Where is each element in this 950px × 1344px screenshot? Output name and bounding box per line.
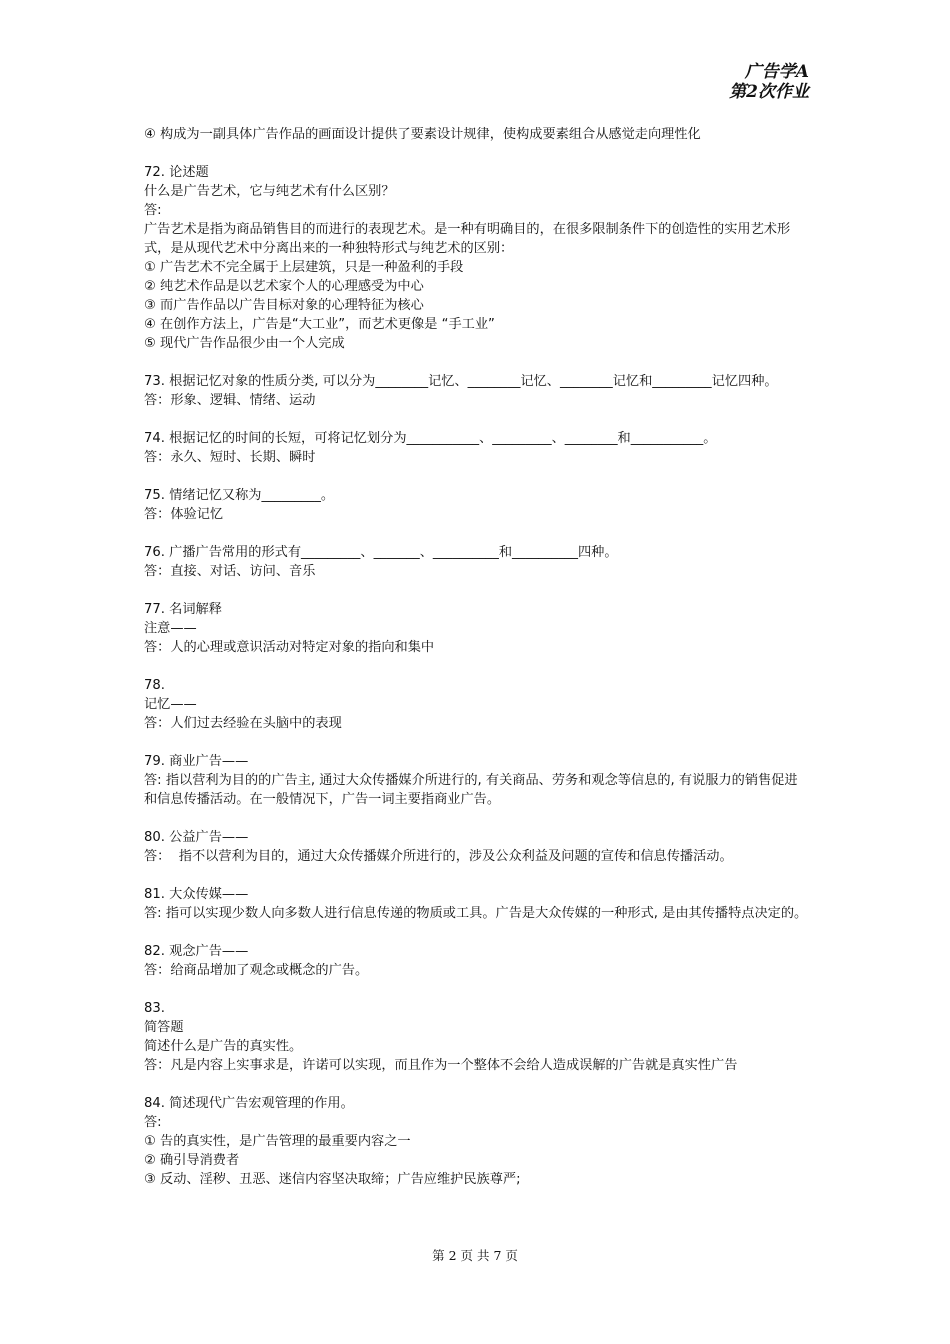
text-line: ① 告的真实性，是广告管理的最重要内容之一: [144, 1134, 411, 1149]
text-line: 答：人们过去经验在头脑中的表现: [144, 716, 342, 731]
header-course-title: 广告学A: [744, 62, 809, 82]
document-body: [144, 125, 810, 1189]
question-block: [144, 999, 810, 1075]
text-line: 80. 公益广告——: [144, 830, 249, 845]
text-line: 记忆——: [144, 697, 197, 712]
text-line: 79. 商业广告——: [144, 754, 249, 769]
text-line: 77. 名词解释: [144, 602, 222, 617]
text-line: 73. 根据记忆对象的性质分类, 可以分为________记忆、________记忆、________记忆和_________记忆四种。: [144, 374, 778, 389]
text-line: 76. 广播广告常用的形式有_________、_______、__________和__________四种。: [144, 545, 618, 560]
text-line: 简述什么是广告的真实性。: [144, 1039, 303, 1054]
text-line: 82. 观念广告——: [144, 944, 249, 959]
question-block: [144, 752, 810, 809]
question-block: [144, 676, 810, 733]
text-line: 什么是广告艺术，它与纯艺术有什么区别？: [144, 184, 395, 199]
text-line: ② 纯艺术作品是以艺术家个人的心理感受为中心: [144, 279, 424, 294]
text-line: 注意——: [144, 621, 197, 636]
text-line: 答：体验记忆: [144, 507, 224, 522]
text-line: 答:: [144, 1115, 162, 1130]
text-line: 78.: [144, 678, 165, 693]
text-line: ② 确引导消费者: [144, 1153, 240, 1168]
text-line: ④ 构成为一副具体广告作品的画面设计提供了要素设计规律，使构成要素组合从感觉走向理性化: [144, 127, 701, 142]
page-footer: 第 2 页 共 7 页: [432, 1248, 518, 1263]
text-line: 72. 论述题: [144, 165, 209, 180]
page-header: [729, 62, 809, 102]
text-line: 83.: [144, 1001, 165, 1016]
text-line: 简答题: [144, 1020, 184, 1035]
text-line: 答：凡是内容上实事求是，许诺可以实现，而且作为一个整体不会给人造成误解的广告就是真实性广告: [144, 1058, 738, 1073]
text-line: 75. 情绪记忆又称为_________。: [144, 488, 335, 503]
question-block: [144, 600, 810, 657]
question-block: [144, 942, 810, 980]
question-block: [144, 486, 810, 524]
text-line: 答：直接、对话、访问、音乐: [144, 564, 316, 579]
question-block: [144, 885, 810, 923]
text-line: ③ 反动、淫秽、丑恶、迷信内容坚决取缔；广告应维护民族尊严;: [144, 1172, 521, 1187]
question-block: [144, 429, 810, 467]
text-line: 广告艺术是指为商品销售目的而进行的表现艺术。是一种有明确目的，在很多限制条件下的创造性的实用艺术形式，是从现代艺术中分离出来的一种独特形式与纯艺术的区别：: [144, 222, 791, 256]
text-line: 答：永久、短时、长期、瞬时: [144, 450, 316, 465]
text-line: 答:: [144, 203, 162, 218]
question-block: [144, 543, 810, 581]
text-line: 81. 大众传媒——: [144, 887, 249, 902]
header-assignment-title: 第2次作业: [729, 82, 809, 102]
question-block: [144, 1094, 810, 1189]
text-line: ④ 在创作方法上，广告是“大工业”，而艺术更像是 “手工业”: [144, 317, 495, 332]
text-line: 84. 简述现代广告宏观管理的作用。: [144, 1096, 354, 1111]
question-block: [144, 125, 810, 144]
text-line: 答: 指以营利为目的的广告主, 通过大众传播媒介所进行的, 有关商品、劳务和观念等信息的, 有说服力的销售促进和信息传播活动。在一般情况下，广告一词主要指商业广告。: [144, 773, 798, 807]
question-block: [144, 372, 810, 410]
question-block: [144, 828, 810, 866]
text-line: ⑤ 现代广告作品很少由一个人完成: [144, 336, 345, 351]
question-block: [144, 163, 810, 353]
text-line: 答：给商品增加了观念或概念的广告。: [144, 963, 369, 978]
text-line: ③ 而广告作品以广告目标对象的心理特征为核心: [144, 298, 424, 313]
text-line: 答： 指不以营利为目的，通过大众传播媒介所进行的，涉及公众利益及问题的宣传和信息传播活动。: [144, 849, 733, 864]
text-line: 答：人的心理或意识活动对特定对象的指向和集中: [144, 640, 435, 655]
text-line: 答: 指可以实现少数人向多数人进行信息传递的物质或工具。广告是大众传媒的一种形式, 是由其传播特点决定的。: [144, 906, 808, 921]
text-line: ① 广告艺术不完全属于上层建筑，只是一种盈利的手段: [144, 260, 464, 275]
text-line: 74. 根据记忆的时间的长短，可将记忆划分为___________、_________、________和___________。: [144, 431, 717, 446]
text-line: 答：形象、逻辑、情绪、运动: [144, 393, 316, 408]
